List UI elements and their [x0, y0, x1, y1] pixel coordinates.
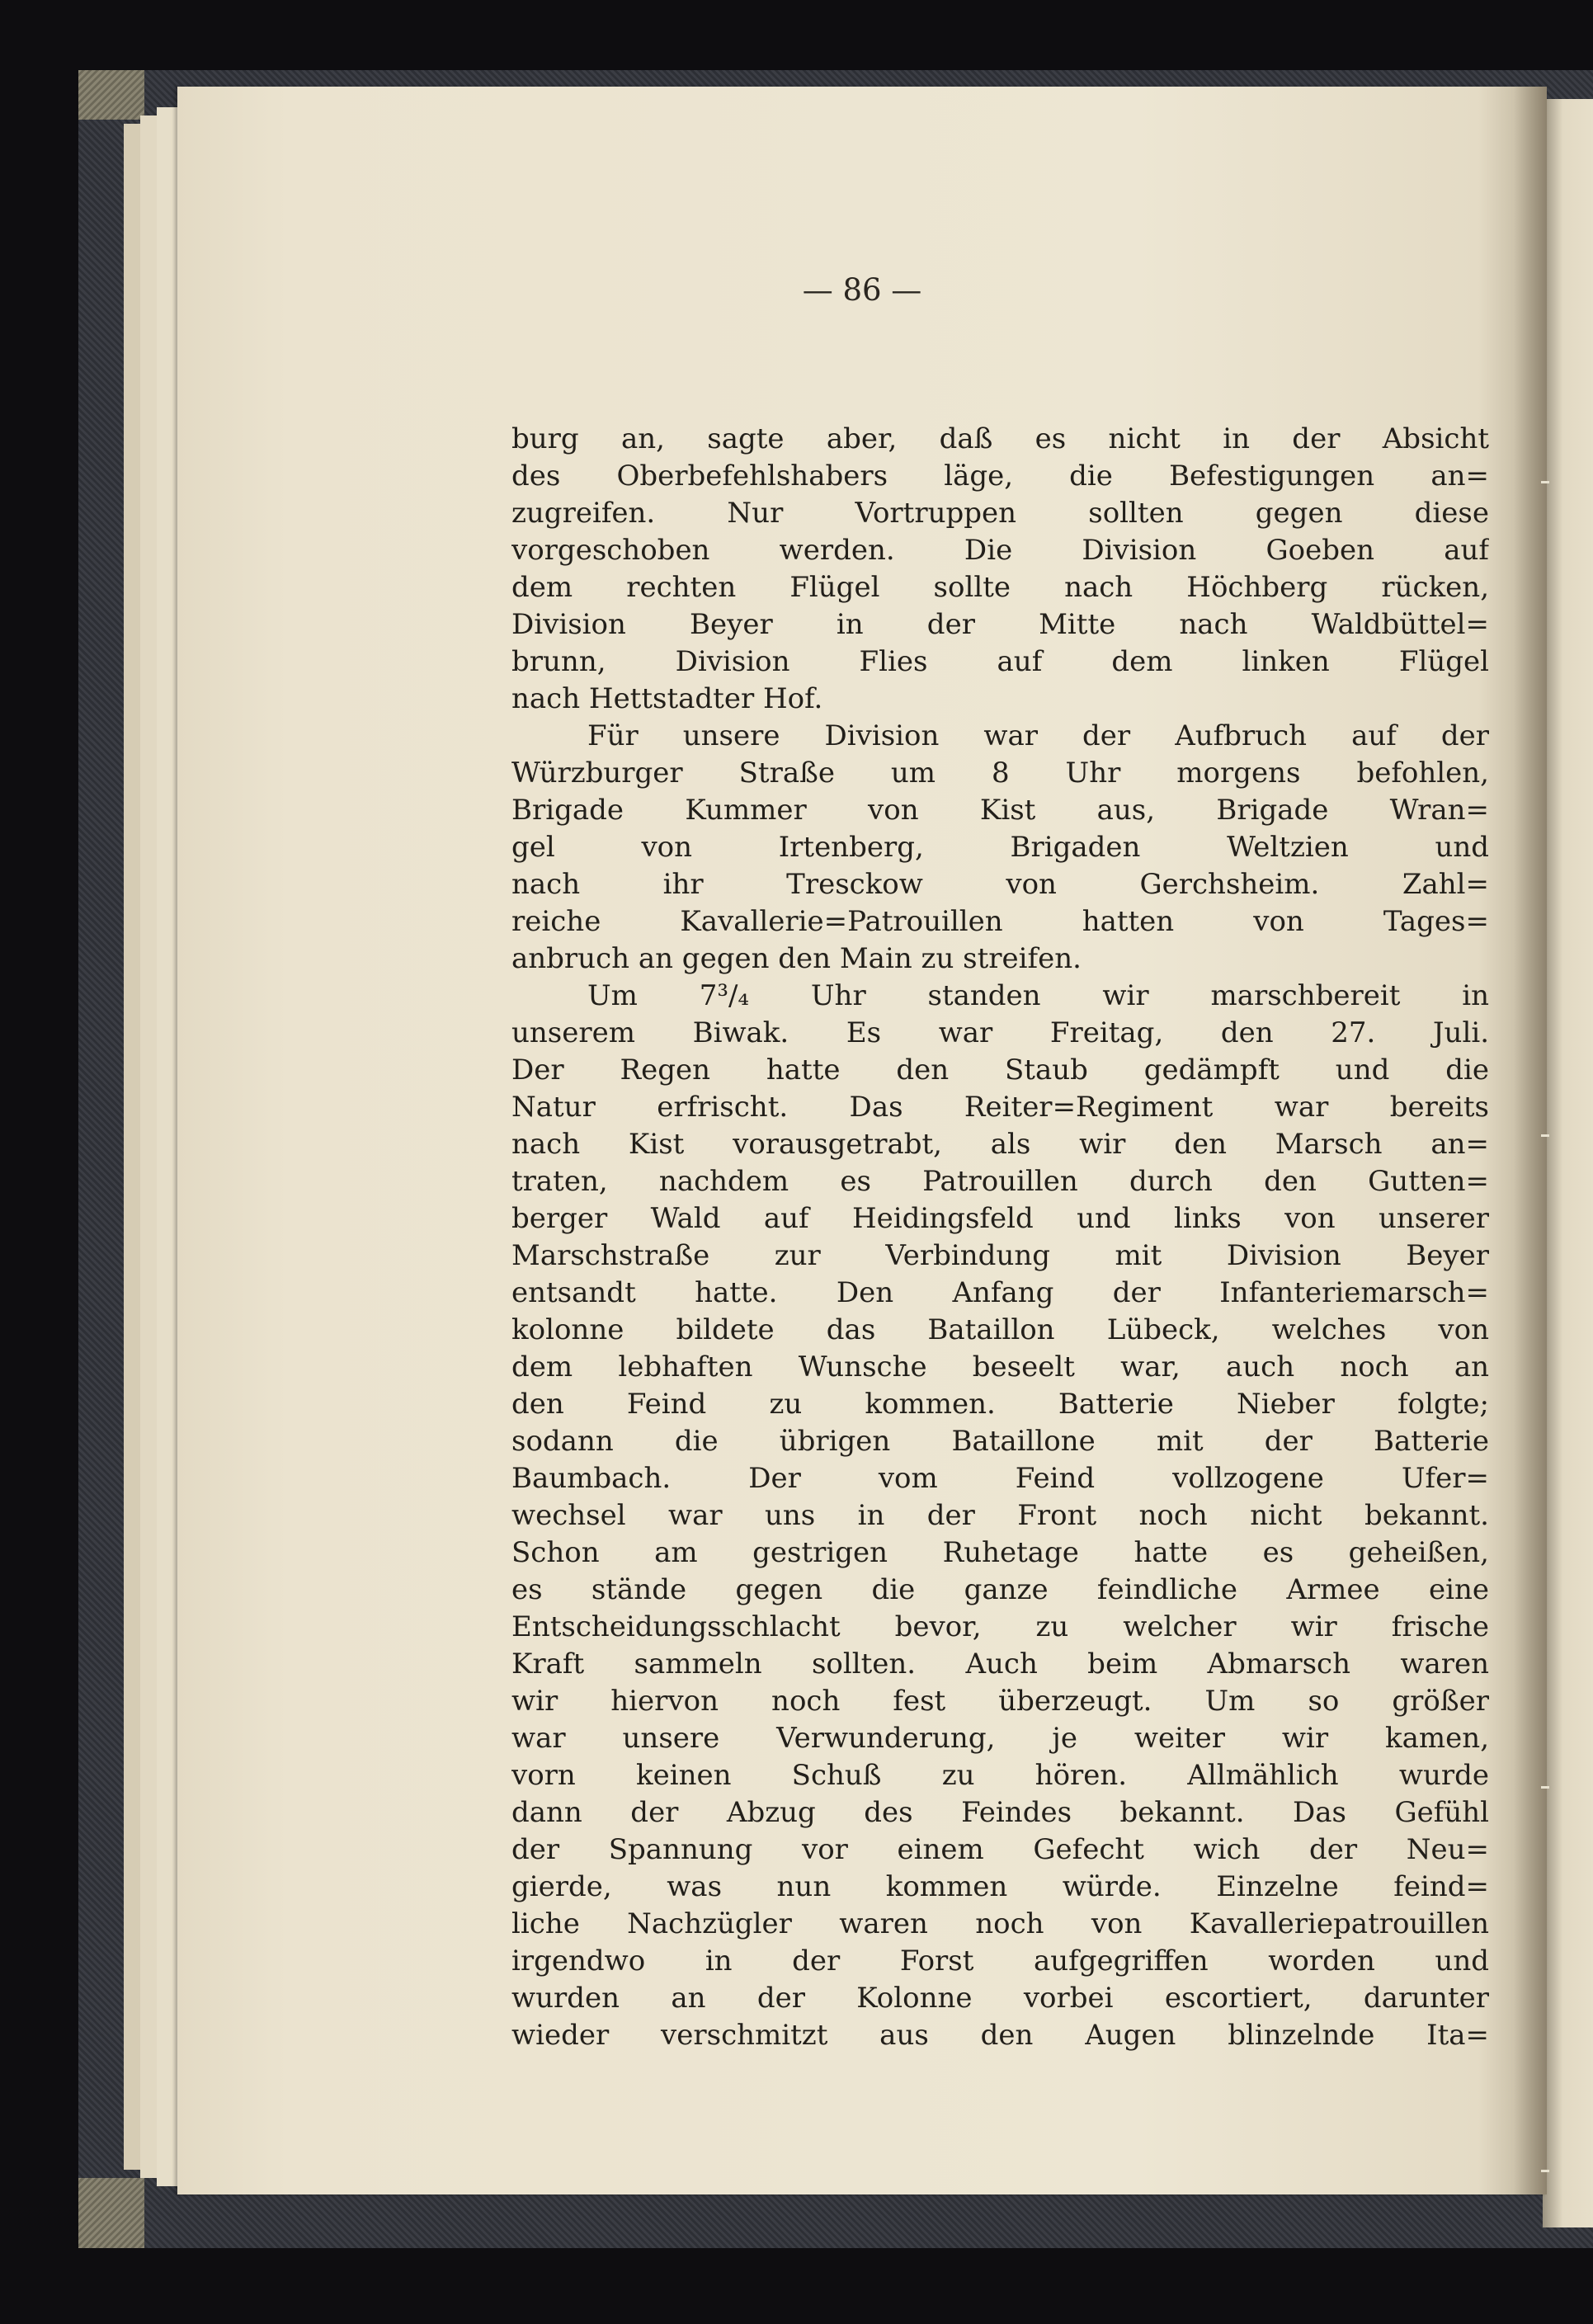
text-line: Der Regen hatte den Staub gedämpft und die [511, 1054, 1489, 1087]
text-line: nach ihr Tresckow von Gerchsheim. Zahl= [511, 868, 1489, 901]
text-line: liche Nachzügler waren noch von Kavalleriepatrouillen [511, 1907, 1489, 1940]
text-line: war unsere Verwunderung, je weiter wir kamen, [511, 1722, 1489, 1755]
text-line: brunn, Division Flies auf dem linken Flügel [511, 645, 1489, 678]
book-page [177, 87, 1547, 2194]
text-line: Baumbach. Der vom Feind vollzogene Ufer= [511, 1462, 1489, 1495]
text-line: Marschstraße zur Verbindung mit Division Beyer [511, 1239, 1489, 1272]
text-line: Entscheidungsschlacht bevor, zu welcher wir frische [511, 1610, 1489, 1643]
text-line: den Feind zu kommen. Batterie Nieber folgte; [511, 1388, 1489, 1421]
margin-mark [1541, 2170, 1549, 2172]
cover-corner-bottom [78, 2178, 144, 2248]
facing-page-edge [1543, 99, 1593, 2227]
text-line: des Oberbefehlshabers läge, die Befestigungen an= [511, 460, 1489, 493]
text-line: wurden an der Kolonne vorbei escortiert, darunter [511, 1982, 1489, 2015]
text-line: reiche Kavallerie=Patrouillen hatten von Tages= [511, 905, 1489, 938]
text-line: kolonne bildete das Bataillon Lübeck, welches von [511, 1313, 1489, 1346]
text-line: wieder verschmitzt aus den Augen blinzelnde Ita= [511, 2019, 1489, 2052]
margin-mark [1541, 1134, 1549, 1137]
text-line: berger Wald auf Heidingsfeld und links von unserer [511, 1202, 1489, 1235]
text-line: der Spannung vor einem Gefecht wich der Neu= [511, 1833, 1489, 1866]
page-number: — 86 — [802, 272, 922, 308]
text-line: nach Kist vorausgetrabt, als wir den Marsch an= [511, 1128, 1489, 1161]
text-line: Würzburger Straße um 8 Uhr morgens befohlen, [511, 757, 1489, 790]
text-line: dem lebhaften Wunsche beseelt war, auch noch an [511, 1351, 1489, 1384]
gutter-shadow [1514, 87, 1547, 2194]
text-line: burg an, sagte aber, daß es nicht in der Absicht [511, 422, 1489, 455]
text-line: dem rechten Flügel sollte nach Höchberg rücken, [511, 571, 1489, 604]
text-line: zugreifen. Nur Vortruppen sollten gegen diese [511, 497, 1489, 530]
text-line: Um 7³/₄ Uhr standen wir marschbereit in [587, 979, 1489, 1012]
cover-corner-top [78, 70, 144, 120]
text-line: entsandt hatte. Den Anfang der Infanteriemarsch= [511, 1276, 1489, 1309]
body-text [511, 421, 1489, 2054]
text-line: sodann die übrigen Bataillone mit der Batterie [511, 1425, 1489, 1458]
margin-mark [1541, 481, 1549, 483]
text-line: Brigade Kummer von Kist aus, Brigade Wran= [511, 794, 1489, 827]
text-line: vorgeschoben werden. Die Division Goeben auf [511, 534, 1489, 567]
text-line: Division Beyer in der Mitte nach Waldbüttel= [511, 608, 1489, 641]
text-line: Schon am gestrigen Ruhetage hatte es geheißen, [511, 1536, 1489, 1569]
text-line: gierde, was nun kommen würde. Einzelne feind= [511, 1870, 1489, 1903]
text-line: wir hiervon noch fest überzeugt. Um so größer [511, 1685, 1489, 1718]
text-line: irgendwo in der Forst aufgegriffen worden und [511, 1945, 1489, 1978]
text-line: nach Hettstadter Hof. [511, 682, 823, 715]
text-line: traten, nachdem es Patrouillen durch den Gutten= [511, 1165, 1489, 1198]
text-line: Für unsere Division war der Aufbruch auf der [587, 719, 1489, 752]
text-line: wechsel war uns in der Front noch nicht bekannt. [511, 1499, 1489, 1532]
text-line: Natur erfrischt. Das Reiter=Regiment war bereits [511, 1091, 1489, 1124]
text-line: es stände gegen die ganze feindliche Armee eine [511, 1573, 1489, 1606]
margin-mark [1541, 1786, 1549, 1789]
text-line: dann der Abzug des Feindes bekannt. Das Gefühl [511, 1796, 1489, 1829]
text-line: Kraft sammeln sollten. Auch beim Abmarsch waren [511, 1648, 1489, 1681]
text-line: unserem Biwak. Es war Freitag, den 27. Juli. [511, 1016, 1489, 1049]
text-line: vorn keinen Schuß zu hören. Allmählich wurde [511, 1759, 1489, 1792]
text-line: anbruch an gegen den Main zu streifen. [511, 942, 1082, 975]
text-line: gel von Irtenberg, Brigaden Weltzien und [511, 831, 1489, 864]
